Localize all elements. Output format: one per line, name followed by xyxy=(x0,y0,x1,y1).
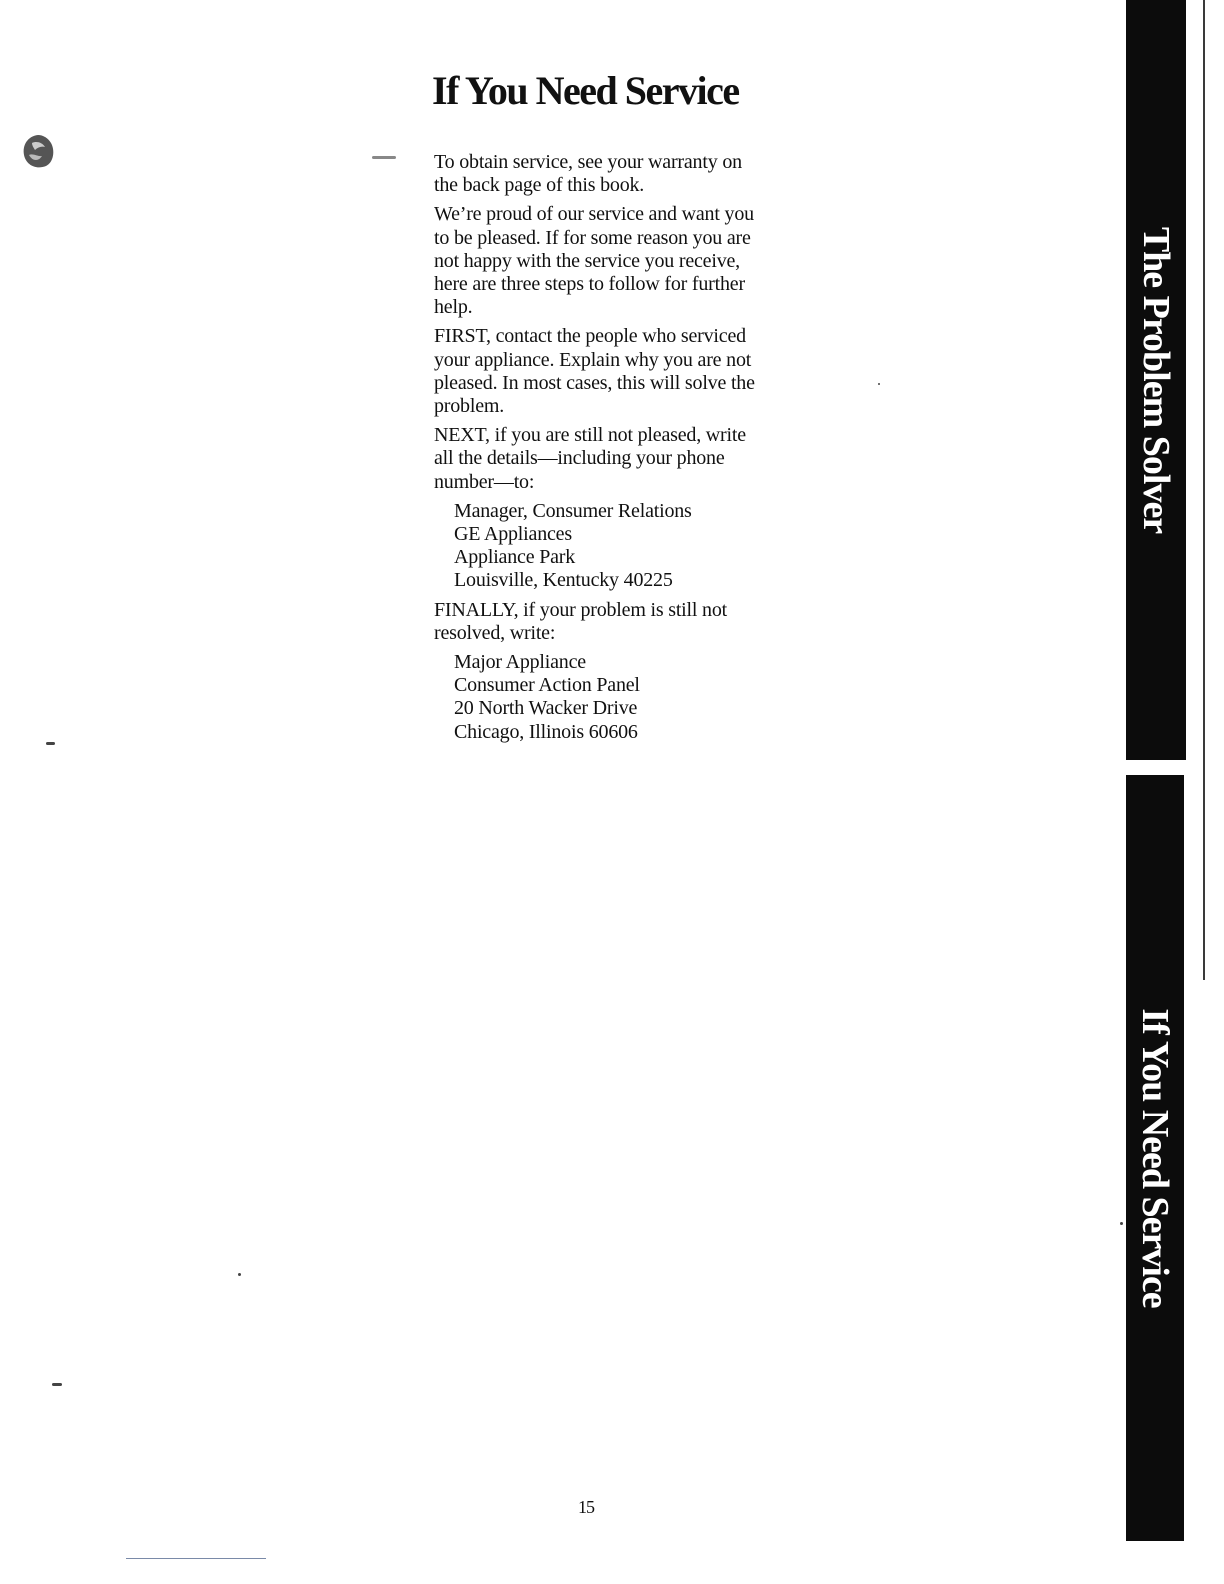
paragraph-first-step: FIRST, contact the people who serviced your appliance. Explain why you are not pleased. In most cases, this will solve the problem. xyxy=(434,325,755,418)
side-tab-problem-solver xyxy=(1126,0,1186,760)
paragraph-next-step: NEXT, if you are still not pleased, write all the details—including your phone number—to: xyxy=(434,424,746,493)
scan-speck xyxy=(878,383,880,385)
paragraph-obtain-service: To obtain service, see your warranty on the back page of this book. xyxy=(434,151,742,197)
address-line: Manager, Consumer Relations xyxy=(454,499,692,522)
scan-artifact-blot xyxy=(20,133,56,171)
side-tab-if-you-need-service xyxy=(1126,775,1184,1541)
address-line: Chicago, Illinois 60606 xyxy=(454,720,638,743)
scan-speck xyxy=(52,1383,62,1386)
address-line: 20 North Wacker Drive xyxy=(454,697,638,720)
address-line: Louisville, Kentucky 40225 xyxy=(454,569,673,592)
consumer-relations-address xyxy=(454,500,764,593)
address-line: Consumer Action Panel xyxy=(454,674,640,697)
scan-speck xyxy=(372,156,396,159)
side-tab-label: The Problem Solver xyxy=(1135,226,1177,534)
scan-speck xyxy=(238,1273,241,1276)
page-title: If You Need Service xyxy=(432,68,739,113)
page-number: 15 xyxy=(578,1497,594,1517)
tab-edge-line xyxy=(1203,0,1205,980)
scan-speck xyxy=(46,742,55,745)
paragraph-finally-step: FINALLY, if your problem is still not resolved, write: xyxy=(434,598,728,644)
address-line: Appliance Park xyxy=(454,546,576,569)
side-tab-label: If You Need Service xyxy=(1134,1008,1176,1308)
footer-rule xyxy=(126,1558,266,1559)
address-line: GE Appliances xyxy=(454,523,572,546)
body-column xyxy=(434,151,764,750)
consumer-action-panel-address xyxy=(454,651,764,744)
address-line: Major Appliance xyxy=(454,651,586,674)
scan-speck xyxy=(1120,1222,1123,1225)
paragraph-proud-of-service: We’re proud of our service and want you to be pleased. If for some reason you are not happy with the service you receive, here are three steps to follow for further help. xyxy=(434,203,754,319)
